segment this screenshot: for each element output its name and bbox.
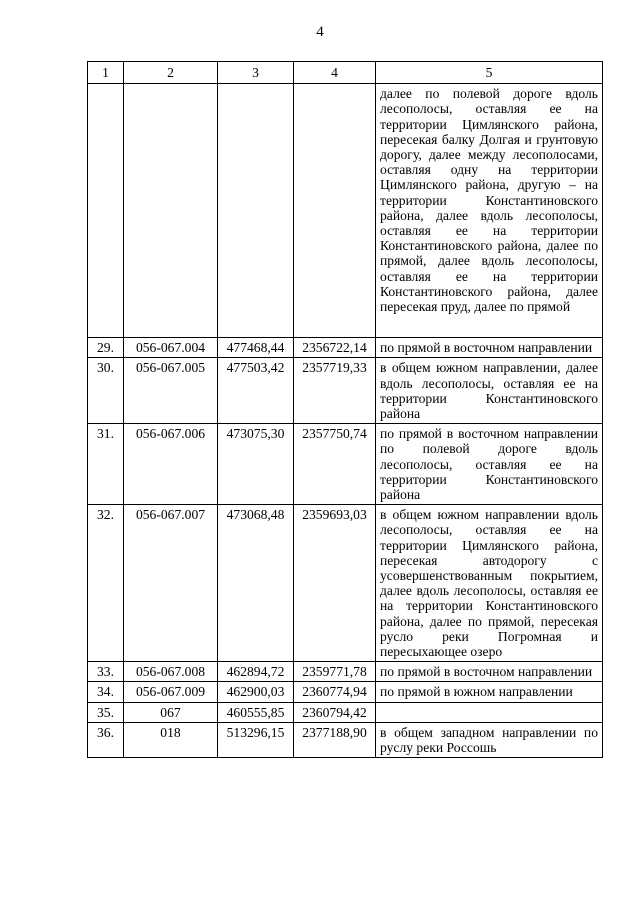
cell-x: 473075,30 (218, 424, 294, 505)
cell-description: по прямой в восточном направлении по полевой дороге вдоль лесополосы, оставляя ее на территории Константиновского района (376, 424, 603, 505)
cell-code: 056-067.008 (124, 662, 218, 682)
table-row (88, 338, 603, 358)
table-row (88, 722, 603, 757)
cell-y: 2377188,90 (294, 722, 376, 757)
cell-description: в общем южном направлении вдоль лесополосы, оставляя ее на территории Цимлянского района, пересекая автодорогу с усовершенствованным покрытием, далее вдоль лесополосы, оставляя ее на территории Константиновского района, далее по прямой, пересекая русло реки Погромная и пересыхающее озеро (376, 505, 603, 662)
cell-y: 2357719,33 (294, 358, 376, 424)
cell-code: 018 (124, 722, 218, 757)
cell-description: по прямой в восточном направлении (376, 338, 603, 358)
cell-num: 36. (88, 722, 124, 757)
cell-x: 460555,85 (218, 702, 294, 722)
cell-num: 33. (88, 662, 124, 682)
table-row (88, 424, 603, 505)
header-col-4: 4 (294, 62, 376, 84)
cell-x: 477468,44 (218, 338, 294, 358)
cell-x: 462900,03 (218, 682, 294, 702)
cell-description: далее по полевой дороге вдоль лесополосы, оставляя ее на территории Цимлянского района, пересекая балку Долгая и грунтовую дорогу, далее между лесополосами, оставляя одну на территории Цимлянского района, другую – на территории Константиновского района, далее вдоль лесополосы, оставляя ее на территории Константиновского района, далее по прямой, далее вдоль лесополосы, оставляя ее на территории Константиновского района, далее пересекая пруд, далее по прямой (376, 84, 603, 338)
header-col-3: 3 (218, 62, 294, 84)
cell-num: 30. (88, 358, 124, 424)
table-header-row (88, 62, 603, 84)
cell-num: 32. (88, 505, 124, 662)
table-row (88, 358, 603, 424)
page-number: 4 (316, 24, 324, 40)
cell-code: 056-067.006 (124, 424, 218, 505)
cell-description: по прямой в южном направлении (376, 682, 603, 702)
cell-x (218, 84, 294, 338)
cell-code: 056-067.005 (124, 358, 218, 424)
cell-y: 2360774,94 (294, 682, 376, 702)
cell-description: в общем южном направлении, далее вдоль лесополосы, оставляя ее на территории Константиновского района (376, 358, 603, 424)
cell-code: 056-067.009 (124, 682, 218, 702)
table-row (88, 682, 603, 702)
cell-code: 067 (124, 702, 218, 722)
cell-x: 477503,42 (218, 358, 294, 424)
cell-code: 056-067.007 (124, 505, 218, 662)
table-row (88, 505, 603, 662)
table-row (88, 702, 603, 722)
header-col-5: 5 (376, 62, 603, 84)
cell-x: 462894,72 (218, 662, 294, 682)
cell-num: 34. (88, 682, 124, 702)
boundary-table (87, 61, 603, 758)
cell-num: 35. (88, 702, 124, 722)
cell-num (88, 84, 124, 338)
cell-y: 2359693,03 (294, 505, 376, 662)
cell-num: 31. (88, 424, 124, 505)
header-col-2: 2 (124, 62, 218, 84)
cell-y: 2356722,14 (294, 338, 376, 358)
cell-code (124, 84, 218, 338)
cell-y: 2360794,42 (294, 702, 376, 722)
cell-x: 513296,15 (218, 722, 294, 757)
header-col-1: 1 (88, 62, 124, 84)
cell-y (294, 84, 376, 338)
cell-y: 2359771,78 (294, 662, 376, 682)
table-row (88, 662, 603, 682)
cell-description: по прямой в восточном направлении (376, 662, 603, 682)
cell-code: 056-067.004 (124, 338, 218, 358)
cell-num: 29. (88, 338, 124, 358)
table-row-continuation (88, 84, 603, 338)
cell-x: 473068,48 (218, 505, 294, 662)
cell-description: в общем западном направлении по руслу реки Россошь (376, 722, 603, 757)
cell-y: 2357750,74 (294, 424, 376, 505)
cell-description (376, 702, 603, 722)
